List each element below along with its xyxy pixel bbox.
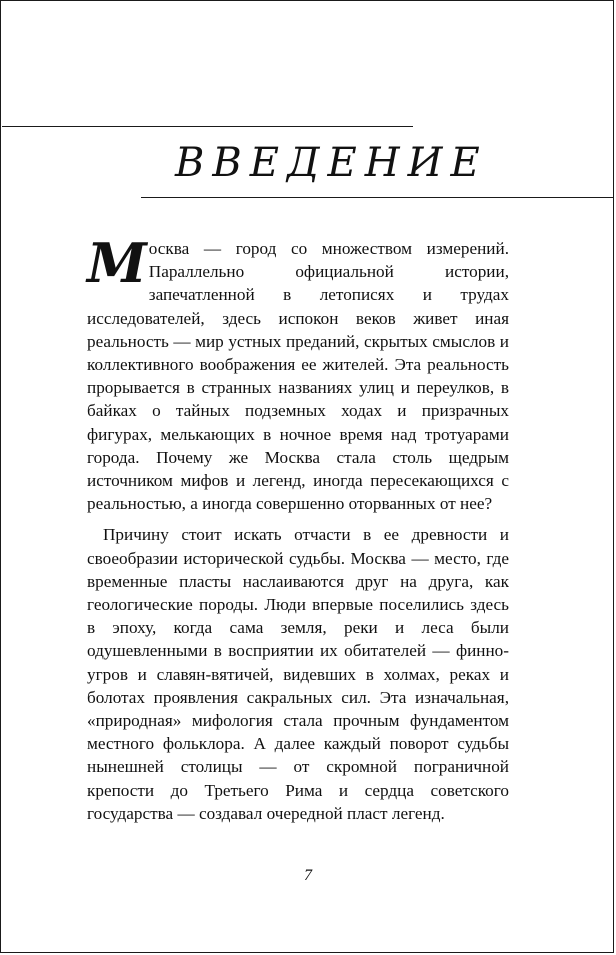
page-number: 7: [304, 867, 312, 884]
top-rule: [2, 126, 413, 127]
paragraph-1-text: осква — город со множеством измерений. Параллельно официальной истории, запечатленной в летописях и трудах исследователей, здесь испокон веков живет иная реальность — мир устных преданий, скрытых смыслов и коллективного воображения ее жителей. Эта реальность прорывается в странных названиях улиц и переулков, в байках о тайных подземных ходах и призрачных фигурах, мелькающих в ночное время над тротуарами города. Почему же Москва стала столь щедрым источником мифов и легенд, иногда пересекающихся с реальностью, а иногда совершенно оторванных от нее?: [87, 239, 509, 514]
body-text: [87, 231, 509, 825]
paragraph-1: [87, 231, 509, 515]
drop-cap: М: [87, 231, 147, 295]
chapter-title: ВВЕДЕНИЕ: [175, 140, 488, 186]
paragraph-2: Причину стоит искать отчасти в ее древности и своеобразии исторической судьбы. Москва — место, где временные пласты наслаиваются друг на друга, как геологические породы. Люди впервые поселились здесь в эпоху, когда сама земля, реки и леса были одушевленными в восприятии их обитателей — финно-угров и славян-вятичей, видевших в холмах, реках и болотах проявления сакральных сил. Эта изначальная, «природная» мифология стала прочным фундаментом местного фольклора. А далее каждый поворот судьбы нынешней столицы — от скромной пограничной крепости до Третьего Рима и сердца советского государства — создавал очередной пласт легенд.: [87, 525, 509, 823]
bottom-rule: [141, 197, 614, 198]
